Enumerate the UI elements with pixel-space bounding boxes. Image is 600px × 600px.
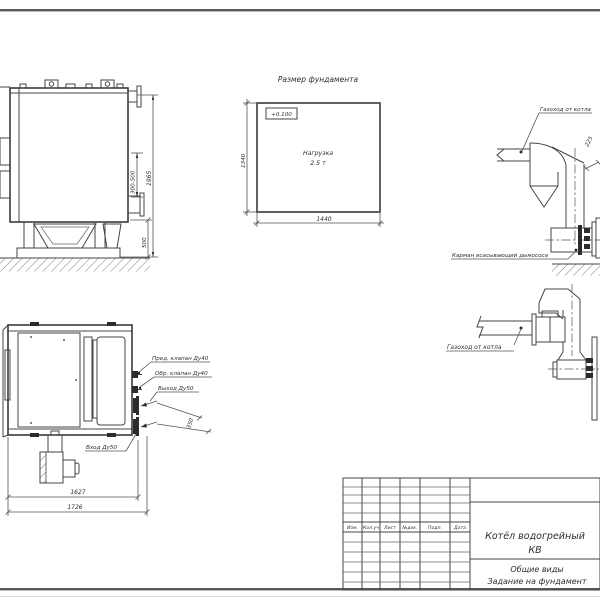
flue2-label: Газоход от котла — [447, 344, 502, 351]
level-mark: +0.100 — [271, 112, 292, 118]
boiler-bottom-nozzle — [128, 193, 144, 216]
dim-foundation-depth: 1340 — [241, 153, 247, 168]
col-koluch: Кол.уч — [363, 526, 379, 531]
dim-base-height: 500 — [142, 237, 148, 248]
col-izm: Изм. — [347, 526, 358, 531]
title-block-headers — [347, 525, 466, 531]
exhauster-pocket — [545, 218, 600, 258]
foundation-plan — [241, 75, 384, 227]
flue2-elbow — [539, 289, 580, 319]
inlet-label: Вход Ду50 — [86, 445, 118, 451]
dim-nozzle-range: 300-500 — [130, 170, 137, 194]
boiler-left-door-lower — [0, 171, 10, 198]
dim-duct-225: 225 — [584, 135, 595, 148]
col-data: Дата — [454, 526, 466, 531]
cyclone-elbow — [530, 143, 584, 207]
flue-view-1 — [451, 107, 600, 276]
check-valve-label: Обр. клапан Ду40 — [155, 371, 208, 377]
side-view-dimensions — [120, 95, 158, 260]
doc-subtitle-line2: Задание на фундамент — [487, 577, 587, 586]
dim-total-height: 1965 — [146, 170, 153, 186]
plan-corner-brackets — [30, 322, 116, 437]
flue1-label: Газоход от котла — [540, 107, 591, 113]
flue-view-2 — [446, 284, 599, 420]
col-list: Лист — [384, 526, 396, 531]
boiler-left-door-upper — [0, 138, 10, 165]
flue2-connection — [548, 337, 599, 420]
ground-hatch-left — [0, 258, 150, 272]
dim-length-inner: 1627 — [70, 489, 86, 496]
dim-foundation-width: 1440 — [316, 216, 332, 223]
col-ndok: №док. — [402, 526, 418, 531]
doc-title-line1: Котёл водогрейный — [485, 531, 585, 542]
doc-title-line2: КВ — [528, 545, 542, 556]
doc-subtitle-line1: Общие виды — [510, 565, 564, 574]
boiler-plan-view — [3, 322, 212, 516]
col-podp: Подп. — [428, 526, 442, 531]
flue2-pipe — [563, 284, 580, 356]
outlet-label: Выход Ду50 — [158, 386, 194, 392]
dim-length-outer: 1726 — [67, 504, 83, 511]
plan-panels — [18, 333, 125, 427]
ground-hatch-right — [552, 264, 600, 276]
boiler-top-lugs — [20, 80, 123, 88]
plan-fittings — [132, 371, 157, 436]
dim-nozzle-spacing: 350 — [186, 417, 196, 430]
plan-dim-350 — [157, 403, 211, 434]
safety-valve-label: Пред. клапан Ду40 — [152, 356, 209, 362]
boiler-side-view — [0, 80, 158, 272]
boiler-support — [17, 222, 121, 258]
boiler-top-nozzle — [128, 86, 141, 107]
title-block — [343, 478, 600, 590]
plan-front-edge — [3, 325, 10, 437]
sheet-border — [0, 9, 600, 597]
burner-assembly — [40, 431, 79, 483]
pocket-label: Карман всасывающий дымососа — [452, 253, 549, 259]
flue1-dim — [584, 135, 600, 171]
load-label: Нагрузка — [302, 150, 334, 157]
foundation-title: Размер фундамента — [277, 75, 359, 84]
load-value: 2.5 т — [310, 160, 326, 167]
